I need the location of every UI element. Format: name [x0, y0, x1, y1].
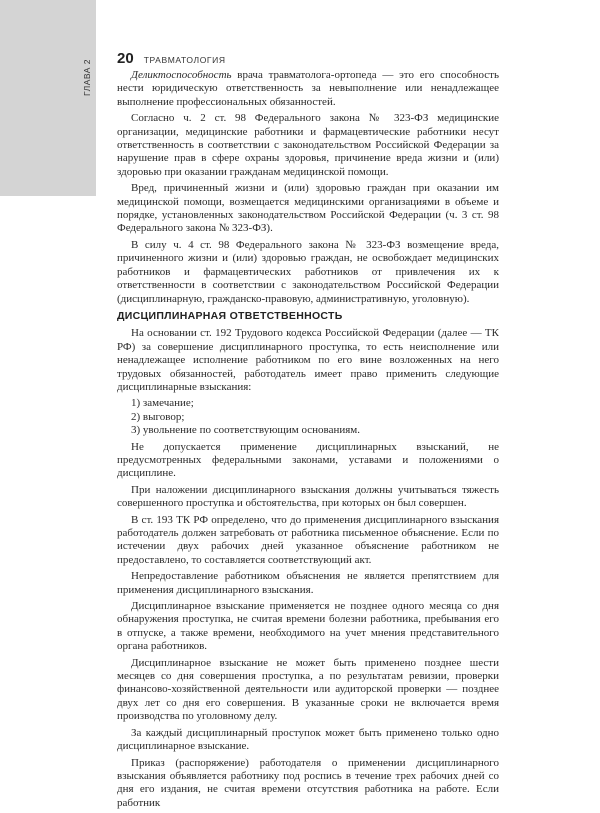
- paragraph: На основании ст. 192 Трудового кодекса Российской Федерации (далее — ТК РФ) за совершение дисциплинарного проступка, то есть неисполнение или ненадлежащее исполнение работником по его вине возложенных на него трудовых обязанностей, работодатель имеет право применить следующие дисциплинарные взыскания:: [117, 327, 499, 393]
- defined-term: Деликтоспособность: [131, 69, 232, 81]
- paragraph: За каждый дисциплинарный проступок может быть применено только одно дисциплинарное взыскание.: [117, 726, 499, 753]
- chapter-side-tab: [0, 0, 96, 196]
- running-title: ТРАВМАТОЛОГИЯ: [143, 55, 226, 65]
- paragraph: Непредоставление работником объяснения не является препятствием для применения дисциплинарного взыскания.: [117, 570, 499, 596]
- paragraph: При наложении дисциплинарного взыскания должны учитываться тяжесть совершенного проступка и обстоятельства, при которых он был совершен.: [117, 483, 499, 510]
- list-item: 2) выговор;: [131, 410, 185, 423]
- paragraph: Дисциплинарное взыскание применяется не позднее одного месяца со дня обнаружения проступка, не считая времени болезни работника, пребывания его в отпуске, а также времени, необходимого на учет мнения представительного органа работников.: [117, 600, 499, 653]
- page-number: 20: [117, 50, 134, 67]
- paragraph-text: врача травматолога-ортопеда — это его способность нести юридическую ответственность за невыполнение или ненадлежащее выполнение профессиональных обязанностей.: [117, 69, 499, 108]
- paragraph: Дисциплинарное взыскание не может быть применено позднее шести месяцев со дня совершения проступка, а по результатам ревизии, проверки финансово-хозяйственной деятельности или аудиторской проверки — позднее двух лет со дня его совершения. В указанные сроки не включается время производства по уголовному делу.: [117, 656, 499, 723]
- paragraph: Вред, причиненный жизни и (или) здоровью граждан при оказании им медицинской помощи, возмещается медицинскими организациями в объеме и порядке, установленных законодательством Российской Федерации (ч. 3 ст. 98 Федерального закона № 323-ФЗ).: [117, 182, 499, 235]
- paragraph: В ст. 193 ТК РФ определено, что до применения дисциплинарного взыскания работодатель должен затребовать от работника письменное объяснение. Если по истечении двух рабочих дней указанное объяснение работником не предоставлено, то составляется соответствующий акт.: [117, 513, 499, 566]
- paragraph: В силу ч. 4 ст. 98 Федерального закона № 323-ФЗ возмещение вреда, причиненного жизни и (или) здоровью граждан, не освобождает медицинских работников и фармацевтических работников от привлечения их к ответственности в соответствии с законодательством Российской Федерации (дисциплинарную, гражданско-правовую, административную, уголовную).: [117, 238, 499, 305]
- list-item: 3) увольнение по соответствующим основаниям.: [131, 424, 361, 437]
- section-heading: ДИСЦИПЛИНАРНАЯ ОТВЕТСТВЕННОСТЬ: [117, 309, 343, 322]
- paragraph: Приказ (распоряжение) работодателя о применении дисциплинарного взыскания объявляется работнику под роспись в течение трех рабочих дней со дня его издания, не считая времени отсутствия работника на работе. Если работник: [117, 756, 499, 809]
- paragraph: Не допускается применение дисциплинарных взысканий, не предусмотренных федеральными законами, уставами и положениями о дисциплине.: [117, 440, 499, 480]
- chapter-side-label: ГЛАВА 2: [82, 58, 92, 96]
- paragraph: [117, 69, 499, 109]
- paragraph: Согласно ч. 2 ст. 98 Федерального закона № 323-ФЗ медицинские организации, медицинские работники и фармацевтические работники несут ответственность в соответствии с законодательством Российской Федерации за нарушение прав в сфере охраны здоровья, причинение вреда жизни и (или) здоровью при оказании гражданам медицинской помощи.: [117, 112, 499, 178]
- page-body: [117, 69, 499, 813]
- page-header: [117, 50, 226, 67]
- list-item: 1) замечание;: [131, 397, 194, 410]
